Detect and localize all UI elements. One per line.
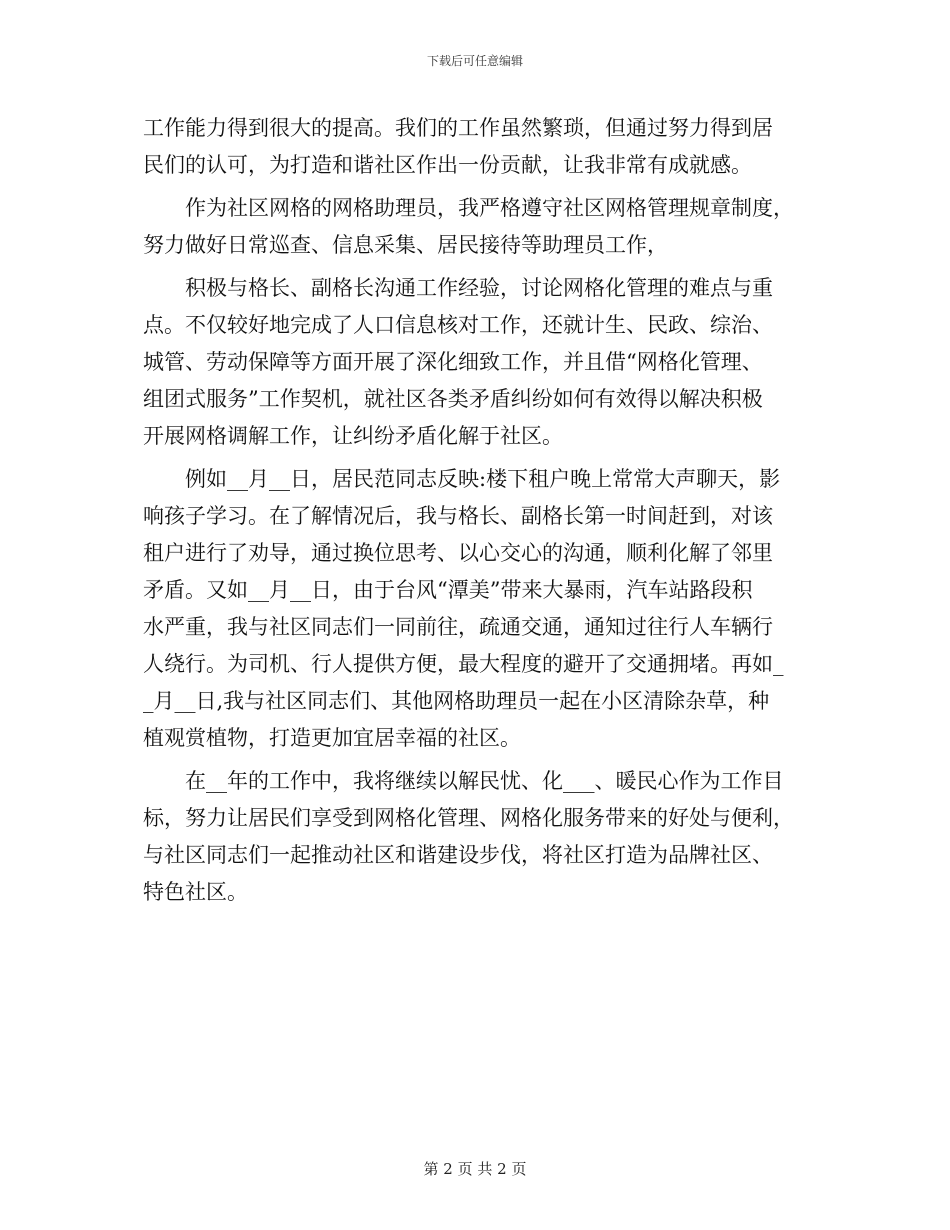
text-line: 组团式服务”工作契机，就社区各类矛盾纠纷如何有效得以解决积极 [143, 387, 763, 411]
document-body [143, 110, 811, 911]
text-line: 植观赏植物，打造更加宜居幸福的社区。 [143, 726, 521, 750]
text-line: _月__日,我与社区同志们、其他网格助理员一起在小区清除杂草，种 [143, 689, 770, 713]
text-line: 工作能力得到很大的提高。我们的工作虽然繁琐，但通过努力得到居 [143, 116, 773, 140]
text-line: 作为社区网格的网格助理员，我严格遵守社区网格管理规章制度， [143, 196, 794, 220]
text-line: 矛盾。又如__月__日，由于台风“潭美”带来大暴雨，汽车站路段积 [143, 578, 753, 602]
page-header: 下载后可任意编辑 [426, 54, 523, 68]
text-line: 积极与格长、副格长沟通工作经验，讨论网格化管理的难点与重 [143, 276, 773, 300]
text-line: 在__年的工作中，我将继续以解民忧、化___、暖民心作为工作目 [143, 769, 784, 793]
text-line: 民们的认可，为打造和谐社区作出一份贡献，让我非常有成就感。 [143, 153, 752, 177]
text-line: 例如__月__日，居民范同志反映:楼下租户晚上常常大声聊天，影 [143, 467, 781, 491]
text-line: 开展网格调解工作，让纠纷矛盾化解于社区。 [143, 424, 563, 448]
text-line: 水严重，我与社区同志们一同前往，疏通交通，通知过往行人车辆行 [143, 615, 773, 639]
text-line: 人绕行。为司机、行人提供方便，最大程度的避开了交通拥堵。再如_ [143, 652, 784, 676]
text-line: 努力做好日常巡查、信息采集、居民接待等助理员工作， [143, 233, 668, 257]
text-line: 城管、劳动保障等方面开展了深化细致工作，并且借“网格化管理、 [143, 350, 763, 374]
page-number-footer: 第 2 页 共 2 页 [423, 1160, 527, 1178]
text-line: 租户进行了劝导，通过换位思考、以心交心的沟通，顺利化解了邻里 [143, 541, 773, 565]
text-line: 点。不仅较好地完成了人口信息核对工作，还就计生、民政、综治、 [143, 313, 773, 337]
text-line: 与社区同志们一起推动社区和谐建设步伐，将社区打造为品牌社区、 [143, 843, 773, 867]
text-line: 标，努力让居民们享受到网格化管理、网格化服务带来的好处与便利， [143, 806, 794, 830]
text-line: 特色社区。 [143, 880, 248, 904]
text-line: 响孩子学习。在了解情况后，我与格长、副格长第一时间赶到，对该 [143, 504, 773, 528]
